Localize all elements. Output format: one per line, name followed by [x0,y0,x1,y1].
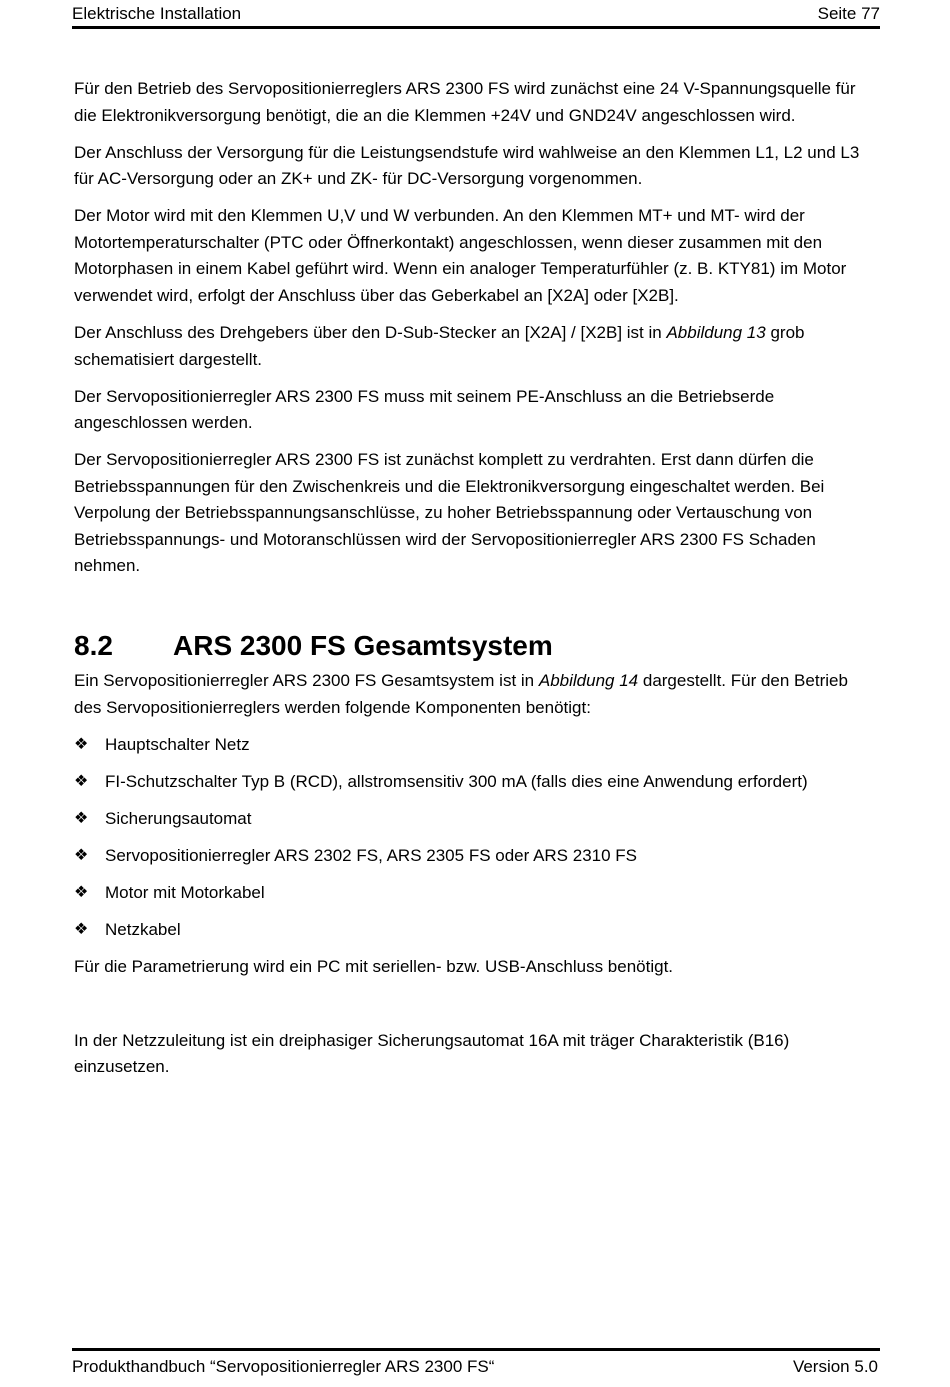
paragraph-pc-note: Für die Parametrierung wird ein PC mit seriellen- bzw. USB-Anschluss benötigt. [74,957,674,977]
system-intro-text-b: dargestellt. Für den Betrieb des Servopositionierreglers werden folgende Komponenten benötigt: [74,671,848,717]
footer-rule [72,1348,880,1351]
bullet-diamond-icon: ❖ [74,921,89,939]
list-item-text: Netzkabel [105,920,181,940]
header-chapter: Elektrische Installation [72,4,242,23]
section-title: ARS 2300 FS Gesamtsystem [173,630,553,662]
paragraph-supply: Für den Betrieb des Servopositionierreglers ARS 2300 FS wird zunächst eine 24 V-Spannungsquelle für die Elektronikversorgung benötigt, die an die Klemmen +24V und GND24V angeschlossen wird. [74,79,856,125]
system-intro-text-a: Ein Servopositionierregler ARS 2300 FS Gesamtsystem ist in [74,671,539,691]
paragraph-encoder [74,320,874,373]
header-rule [72,26,880,29]
footer-document-title: Produkthandbuch “Servopositionierregler ARS 2300 FS“ [72,1357,495,1376]
paragraph-power-stage: Der Anschluss der Versorgung für die Leistungsendstufe wird wahlweise an den Klemmen L1, L2 und L3 für AC-Versorgung oder an ZK+ und ZK- für DC-Versorgung vorgenommen. [74,142,860,189]
list-item-text: Hauptschalter Netz [105,734,250,754]
section-heading [74,629,874,663]
figure-reference-14[interactable]: Abbildung 14 [538,671,639,691]
paragraph-wiring: Der Servopositionierregler ARS 2300 FS ist zunächst komplett zu verdrahten. Erst dann dürfen die Betriebsspannungen für den Zwischenkreis und die Elektronikversorgung eingeschaltet werden. Bei Verpolung der Betriebsspannungsanschlüsse, zu hoher Betriebsspannung oder Vertauschung von Betriebsspannungs- und Motoranschlüssen wird der Servopositionierregler ARS 2300 FS Schaden nehmen. [74,450,825,576]
footer-version: Version 5.0 [792,1357,878,1376]
paragraph-motor: Der Motor wird mit den Klemmen U,V und W verbunden. An den Klemmen MT+ und MT- wird der Motortemperaturschalter (PTC oder Öffnerkontakt) angeschlossen, wenn dieser zusammen mit den Motorphasen in einem Kabel geführt wird. Wenn ein analoger Temperaturfühler (z. B. KTY81) im Motor verwendet wird, erfolgt der Anschluss über das Geberkabel an [X2A] oder [X2B]. [74,206,847,305]
bullet-diamond-icon: ❖ [74,809,89,827]
list-item-text: Motor mit Motorkabel [105,883,265,902]
list-item-text: FI-Schutzschalter Typ B (RCD), allstromsensitiv 300 mA (falls dies eine Anwendung erfordert) [105,771,808,791]
list-item-text: Servopositionierregler ARS 2302 FS, ARS 2305 FS oder ARS 2310 FS [105,845,638,865]
paragraph-fuse-note: In der Netzzuleitung ist ein dreiphasiger Sicherungsautomat 16A mit träger Charakteristik (B16) einzusetzen. [74,1030,790,1077]
page-header [72,4,880,24]
list-item [74,806,874,833]
bullet-diamond-icon: ❖ [74,846,89,864]
paragraph-encoder-text-a: Der Anschluss des Drehgebers über den D-Sub-Stecker an [X2A] / [X2B] ist in [74,322,667,342]
components-list [74,732,874,944]
header-page-number: Seite 77 [817,4,880,23]
list-item-text: Sicherungsautomat [105,808,252,828]
figure-reference-13[interactable]: Abbildung 13 [666,322,766,342]
section-number: 8.2 [74,630,113,662]
bullet-diamond-icon: ❖ [74,772,89,790]
bullet-diamond-icon: ❖ [74,735,89,753]
paragraph-encoder-text-b: grob schematisiert dargestellt. [74,322,805,369]
page-footer [72,1356,878,1378]
list-item [74,917,874,944]
list-item [74,880,874,907]
paragraph-system-intro [74,668,874,721]
list-item [74,843,874,870]
page-body [74,76,874,1091]
bullet-diamond-icon: ❖ [74,884,89,901]
list-item [74,732,874,759]
list-item [74,769,874,796]
paragraph-pe: Der Servopositionierregler ARS 2300 FS muss mit seinem PE-Anschluss an die Betriebserde angeschlossen werden. [74,386,775,433]
